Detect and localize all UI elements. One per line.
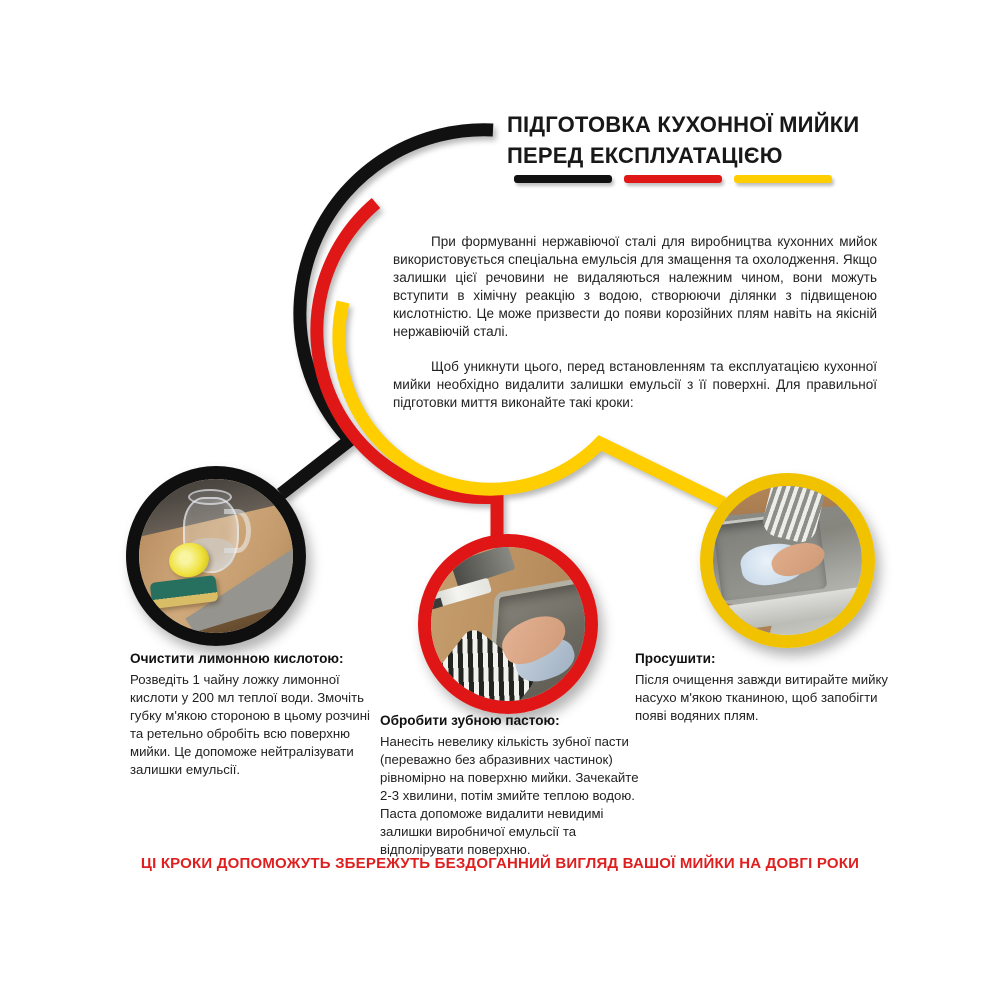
- page-title-line1: ПІДГОТОВКА КУХОННОЇ МИЙКИ: [507, 112, 860, 137]
- pitcher-rim: [188, 489, 232, 505]
- step2-body: Нанесіть невелику кількість зубної пасти (переважно без абразивних частинок) рівномірно на поверхню мийки. Зачекайте 2-3 хвилини, потім змийте теплою водою. Паста допоможе видалити невидимі залишки виробничої емульсії та відполірувати поверхню.: [380, 734, 639, 857]
- intro-text: [393, 233, 877, 429]
- step3-text-block: [635, 650, 889, 725]
- step1-heading: Очистити лимонною кислотою:: [130, 651, 344, 666]
- title-underline-black: [514, 175, 612, 183]
- step2-photo-ring: [418, 534, 598, 714]
- title-underline-yellow: [734, 175, 832, 183]
- step3-photo-ring: [700, 473, 875, 648]
- step3-body: Після очищення завжди витирайте мийку насухо м'якою тканиною, щоб запобігти появі водяних плям.: [635, 672, 888, 723]
- footer-note: ЦІ КРОКИ ДОПОМОЖУТЬ ЗБЕРЕЖУТЬ БЕЗДОГАННИЙ ВИГЛЯД ВАШОЇ МИЙКИ НА ДОВГІ РОКИ: [140, 855, 860, 872]
- page-title: [507, 109, 887, 171]
- step2-photo: [431, 547, 585, 701]
- step2-text-block: [380, 712, 642, 859]
- step1-text-block: [130, 650, 370, 779]
- title-underline-red: [624, 175, 722, 183]
- page-title-line2: ПЕРЕД ЕКСПЛУАТАЦІЄЮ: [507, 143, 783, 168]
- step2-heading: Обробити зубною пастою:: [380, 713, 560, 728]
- title-underline-bars: [514, 175, 832, 183]
- intro-paragraph-2: Щоб уникнути цього, перед встановленням та експлуатацією кухонної мийки необхідно видалити залишки емульсії з її поверхні. Для правильної підготовки миття виконайте такі кроки:: [393, 359, 877, 410]
- step1-photo-ring: [126, 466, 306, 646]
- step1-body: Розведіть 1 чайну ложку лимонної кислоти у 200 мл теплої води. Змочіть губку м'якою стороною в цьому розчині та ретельно обробіть всю поверхню мийки. Це допоможе нейтралізувати залишки емульсії.: [130, 672, 370, 777]
- step3-photo: [713, 486, 862, 635]
- intro-paragraph-1: При формуванні нержавіючої сталі для виробництва кухонних мийок використовується спеціальна емульсія для змащення та охолодження. Якщо залишки цієї речовини не видаляються належним чином, вони можуть вступити в хімічну реакцію з водою, створюючи ділянки з підвищеною кислотністю. Це може призвести до появи корозійних плям навіть на якісній нержавіючій сталі.: [393, 234, 877, 339]
- step3-heading: Просушити:: [635, 651, 716, 666]
- step1-photo: [139, 479, 293, 633]
